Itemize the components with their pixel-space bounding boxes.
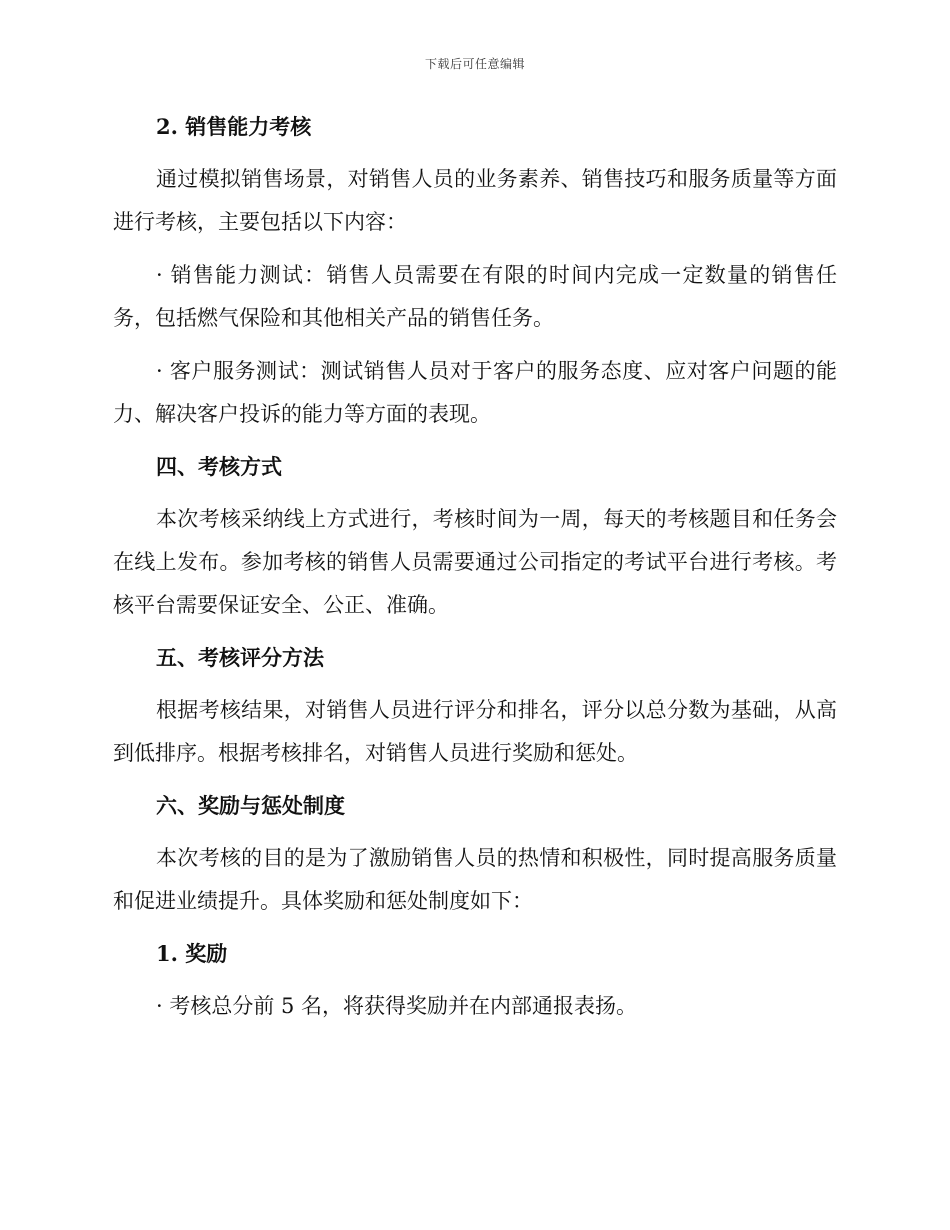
bullet-top-five-reward: · 考核总分前 5 名，将获得奖励并在内部通报表扬。 xyxy=(156,994,638,1018)
heading-reward-penalty: 六、奖励与惩处制度 xyxy=(156,793,345,818)
heading-reward: 1. 奖励 xyxy=(156,941,228,966)
document-body xyxy=(113,108,837,1028)
heading-sales-ability: 2. 销售能力考核 xyxy=(156,114,312,139)
heading-scoring-method: 五、考核评分方法 xyxy=(156,645,324,670)
heading-assessment-method: 四、考核方式 xyxy=(156,454,282,479)
page-header: 下载后可任意编辑 xyxy=(424,57,525,71)
bullet-sales-ability-test: · 销售能力测试：销售人员需要在有限的时间内完成一定数量的销售任务，包括燃气保险和其他相关产品的销售任务。 xyxy=(113,263,837,330)
paragraph-sales-ability-intro: 通过模拟销售场景，对销售人员的业务素养、销售技巧和服务质量等方面进行考核，主要包括以下内容： xyxy=(113,167,837,234)
paragraph-scoring-method: 根据考核结果，对销售人员进行评分和排名，评分以总分数为基础，从高到低排序。根据考核排名，对销售人员进行奖励和惩处。 xyxy=(113,698,837,765)
paragraph-reward-penalty: 本次考核的目的是为了激励销售人员的热情和积极性，同时提高服务质量和促进业绩提升。具体奖励和惩处制度如下： xyxy=(113,846,837,913)
paragraph-assessment-method: 本次考核采纳线上方式进行，考核时间为一周，每天的考核题目和任务会在线上发布。参加考核的销售人员需要通过公司指定的考试平台进行考核。考核平台需要保证安全、公正、准确。 xyxy=(113,507,837,617)
bullet-customer-service-test: · 客户服务测试：测试销售人员对于客户的服务态度、应对客户问题的能力、解决客户投诉的能力等方面的表现。 xyxy=(113,359,837,426)
